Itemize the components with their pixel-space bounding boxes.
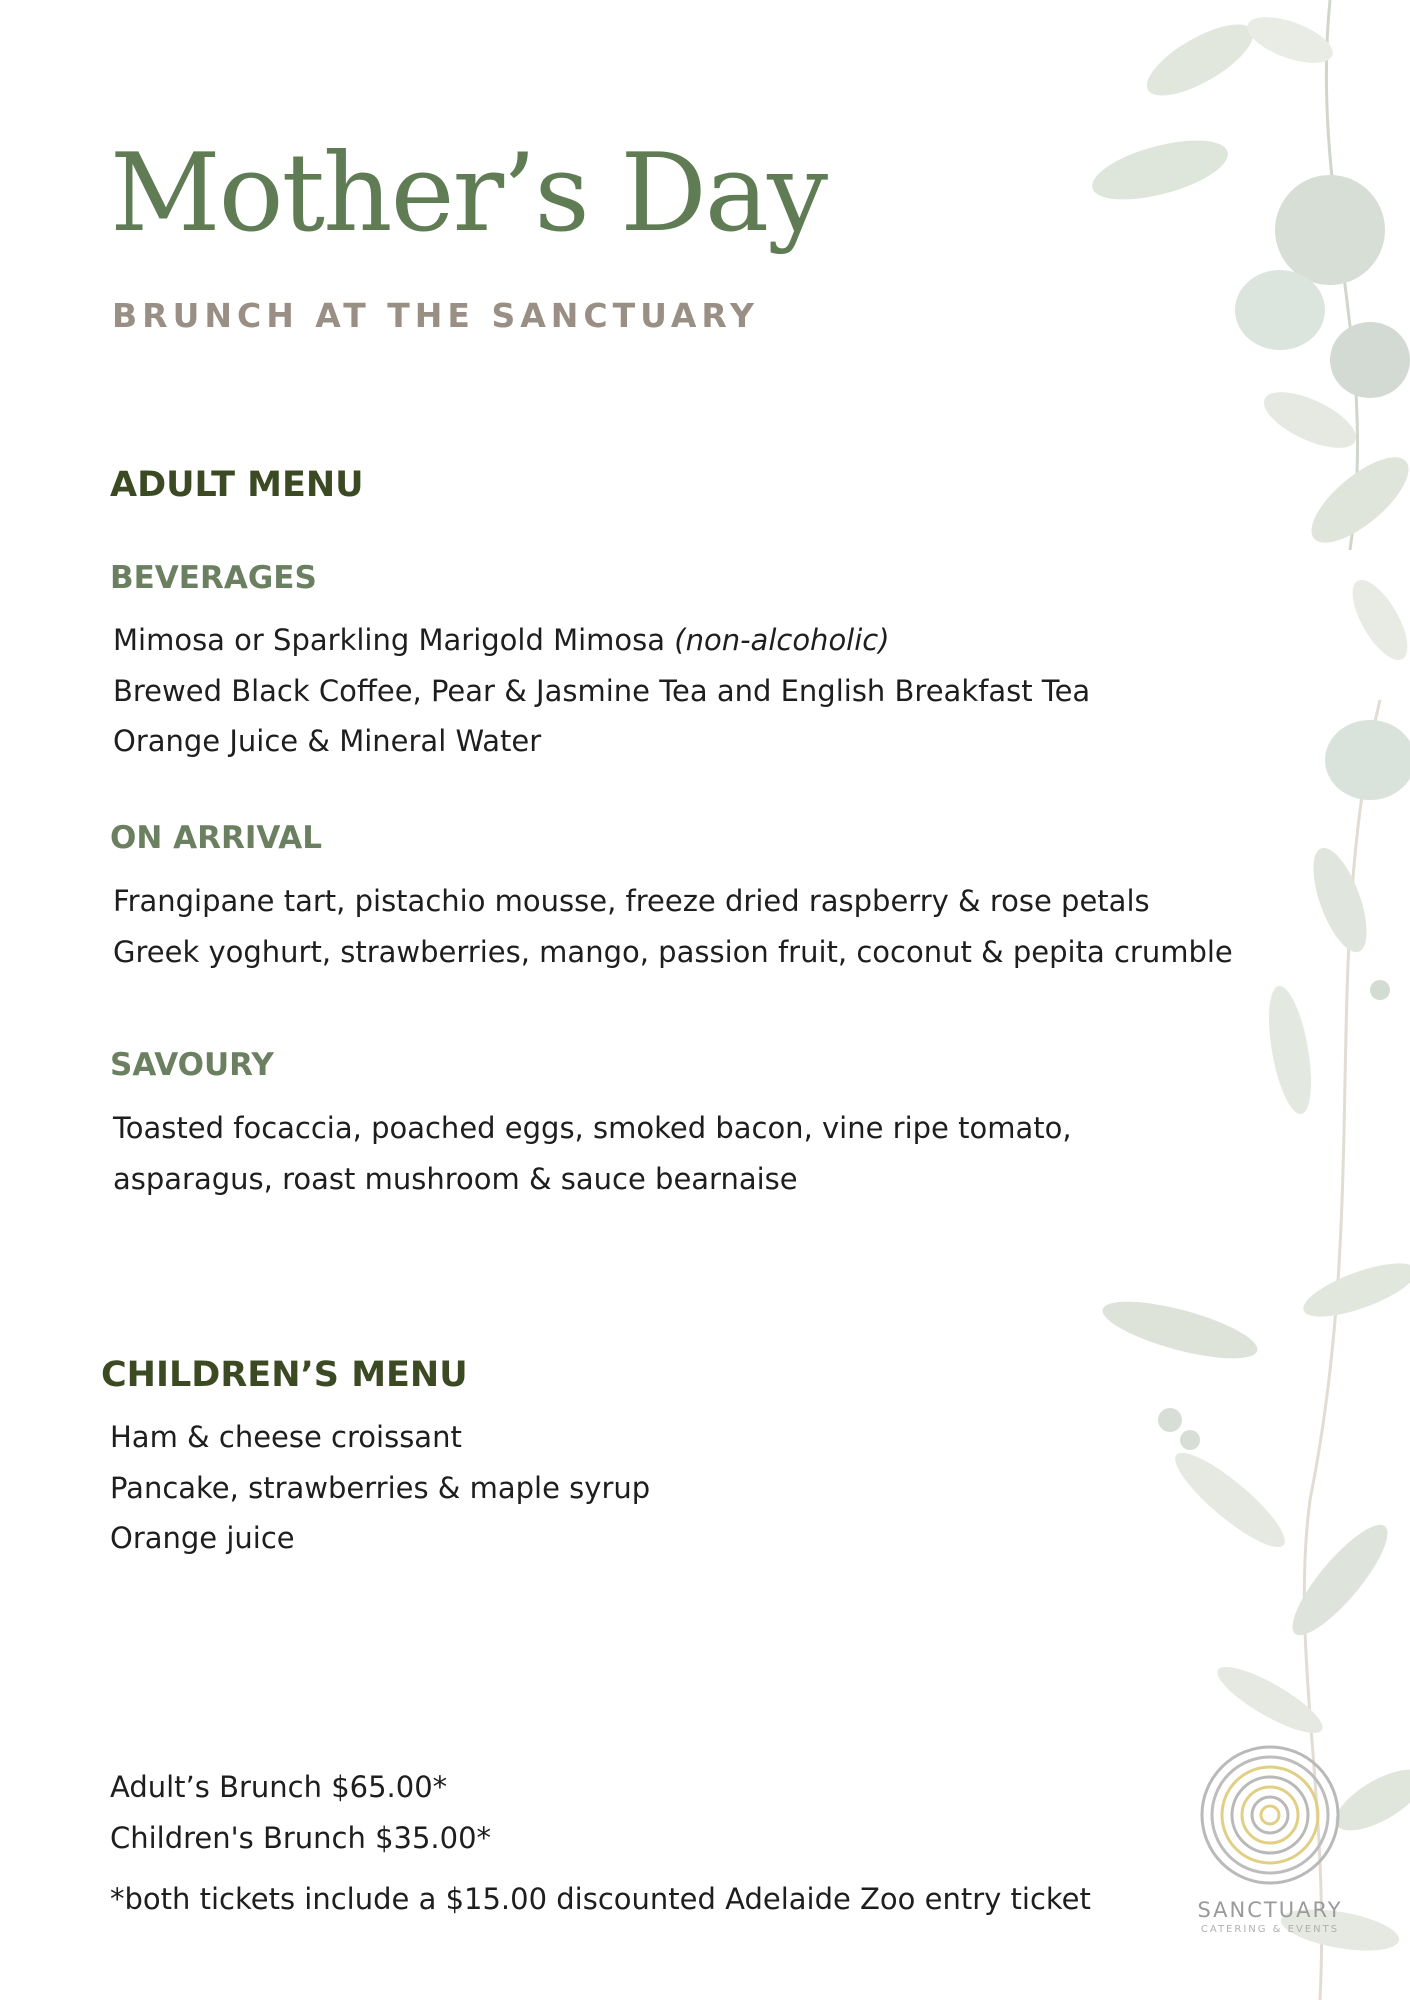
adult-menu-heading: ADULT MENU bbox=[110, 465, 364, 505]
list-item: Ham & cheese croissant bbox=[110, 1420, 462, 1454]
childrens-menu-heading: CHILDREN’S MENU bbox=[101, 1355, 468, 1395]
logo-tagline: CATERING & EVENTS bbox=[1200, 1924, 1340, 1935]
list-item: Orange juice bbox=[110, 1521, 295, 1555]
on-arrival-list bbox=[113, 876, 1233, 977]
savoury-list bbox=[113, 1103, 1072, 1204]
sanctuary-logo bbox=[1190, 1740, 1350, 1935]
list-item: Frangipane tart, pistachio mousse, freeze dried raspberry & rose petals bbox=[113, 884, 1150, 918]
list-item: asparagus, roast mushroom & sauce bearnaise bbox=[113, 1161, 798, 1196]
beverages-list bbox=[113, 615, 1090, 767]
non-alcoholic-note: (non-alcoholic) bbox=[674, 623, 890, 657]
page-subtitle: BRUNCH AT THE SANCTUARY bbox=[112, 296, 759, 335]
list-item: Pancake, strawberries & maple syrup bbox=[110, 1470, 651, 1505]
savoury-heading: SAVOURY bbox=[110, 1047, 274, 1083]
logo-name: SANCTUARY bbox=[1197, 1898, 1343, 1922]
children-price: Children's Brunch $35.00* bbox=[110, 1821, 492, 1855]
list-item: Orange Juice & Mineral Water bbox=[113, 724, 542, 758]
list-item: Toasted focaccia, poached eggs, smoked bacon, vine ripe tomato, bbox=[113, 1111, 1072, 1145]
concentric-circles-icon bbox=[1195, 1740, 1345, 1890]
on-arrival-heading: ON ARRIVAL bbox=[110, 820, 322, 856]
eucalyptus-foliage-decoration bbox=[1080, 0, 1410, 2000]
adult-price: Adult’s Brunch $65.00* bbox=[110, 1770, 448, 1804]
childrens-menu-list bbox=[110, 1412, 650, 1564]
list-item: Brewed Black Coffee, Pear & Jasmine Tea and English Breakfast Tea bbox=[113, 673, 1091, 708]
list-item: Greek yoghurt, strawberries, mango, passion fruit, coconut & pepita crumble bbox=[113, 934, 1233, 969]
list-item: Mimosa or Sparkling Marigold Mimosa (non-alcoholic) bbox=[113, 623, 890, 657]
price-footnote: *both tickets include a $15.00 discounted Adelaide Zoo entry ticket bbox=[110, 1882, 1091, 1916]
page-title: Mother’s Day bbox=[110, 131, 827, 256]
beverages-heading: BEVERAGES bbox=[110, 560, 317, 596]
